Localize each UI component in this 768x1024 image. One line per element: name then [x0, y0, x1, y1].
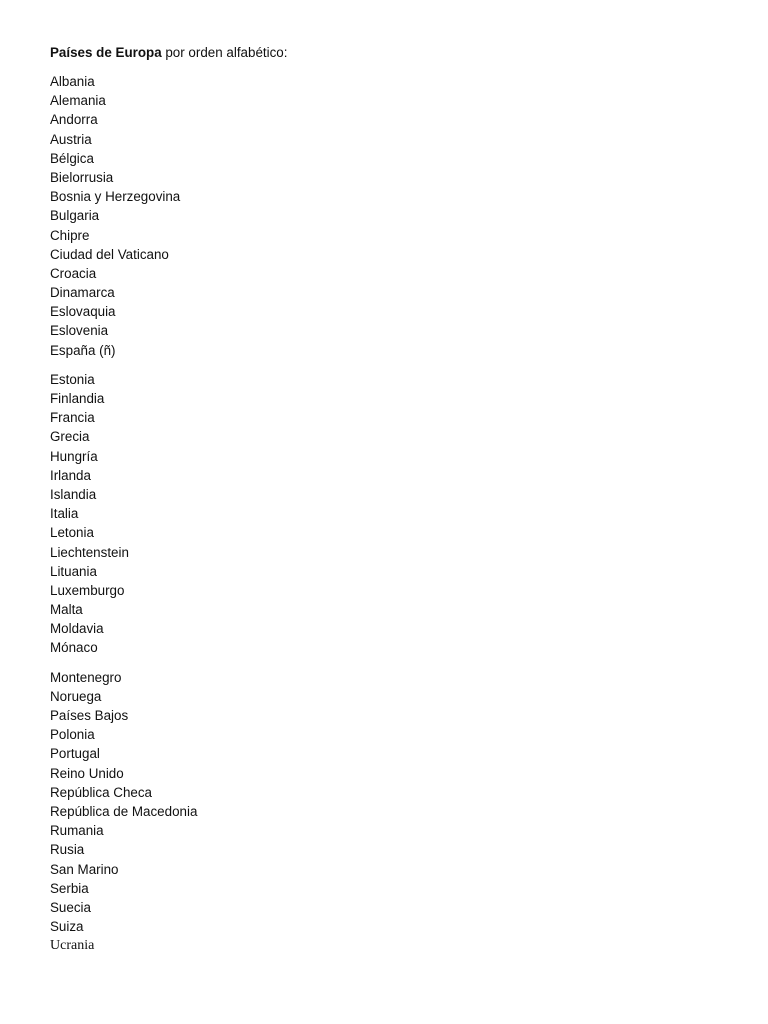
list-item: Francia	[50, 410, 95, 426]
list-item: Dinamarca	[50, 285, 115, 301]
list-item: Italia	[50, 506, 79, 522]
list-item: Liechtenstein	[50, 544, 129, 560]
list-item: República de Macedonia	[50, 803, 198, 819]
list-item: Suiza	[50, 919, 84, 935]
list-item: Moldavia	[50, 621, 104, 637]
list-item: Mónaco	[50, 640, 98, 656]
list-item: Reino Unido	[50, 765, 124, 781]
list-item: Bielorrusia	[50, 169, 114, 185]
list-item: Croacia	[50, 265, 97, 281]
list-item: Países Bajos	[50, 708, 129, 723]
list-item: Eslovenia	[50, 323, 109, 339]
list-item: Bulgaria	[50, 208, 100, 224]
list-item: Letonia	[50, 525, 94, 541]
list-item: Austria	[50, 131, 92, 147]
list-item: San Marino	[50, 861, 119, 877]
list-item: Chipre	[50, 227, 90, 243]
list-item: Noruega	[50, 688, 102, 704]
list-item: Alemania	[50, 93, 106, 109]
list-item: Eslovaquia	[50, 304, 116, 320]
list-item: Andorra	[50, 112, 98, 128]
list-item: España (ñ)	[50, 342, 116, 358]
list-item: Polonia	[50, 727, 95, 743]
list-item: Portugal	[50, 746, 100, 762]
list-item: Suecia	[50, 899, 91, 915]
list-item: Bélgica	[50, 150, 94, 166]
list-item: Grecia	[50, 429, 90, 445]
list-item: Luxemburgo	[50, 582, 125, 598]
list-item: Serbia	[50, 880, 89, 896]
country-group-3	[50, 668, 730, 956]
list-item: Rumania	[50, 823, 104, 839]
list-item: Bosnia y Herzegovina	[50, 189, 181, 205]
list-item: Finlandia	[50, 391, 105, 406]
list-item: Albania	[50, 74, 95, 89]
list-item: Ciudad del Vaticano	[50, 246, 169, 262]
list-item: Estonia	[50, 371, 95, 387]
list-item: Rusia	[50, 842, 85, 858]
country-group-2	[50, 370, 730, 658]
page-title-rest: por orden alfabético:	[161, 45, 288, 60]
list-item: Irlanda	[50, 467, 91, 483]
country-group-1	[50, 72, 730, 360]
list-item: Hungría	[50, 448, 98, 464]
page-title	[50, 43, 730, 62]
list-item: Lituania	[50, 563, 97, 579]
list-item: Montenegro	[50, 669, 122, 685]
page-title-bold: Países de Europa	[50, 45, 162, 60]
list-item: Islandia	[50, 486, 97, 502]
document-page	[50, 43, 730, 955]
list-item: Ucrania	[50, 938, 95, 954]
list-item: República Checa	[50, 784, 152, 800]
list-item: Malta	[50, 602, 83, 618]
